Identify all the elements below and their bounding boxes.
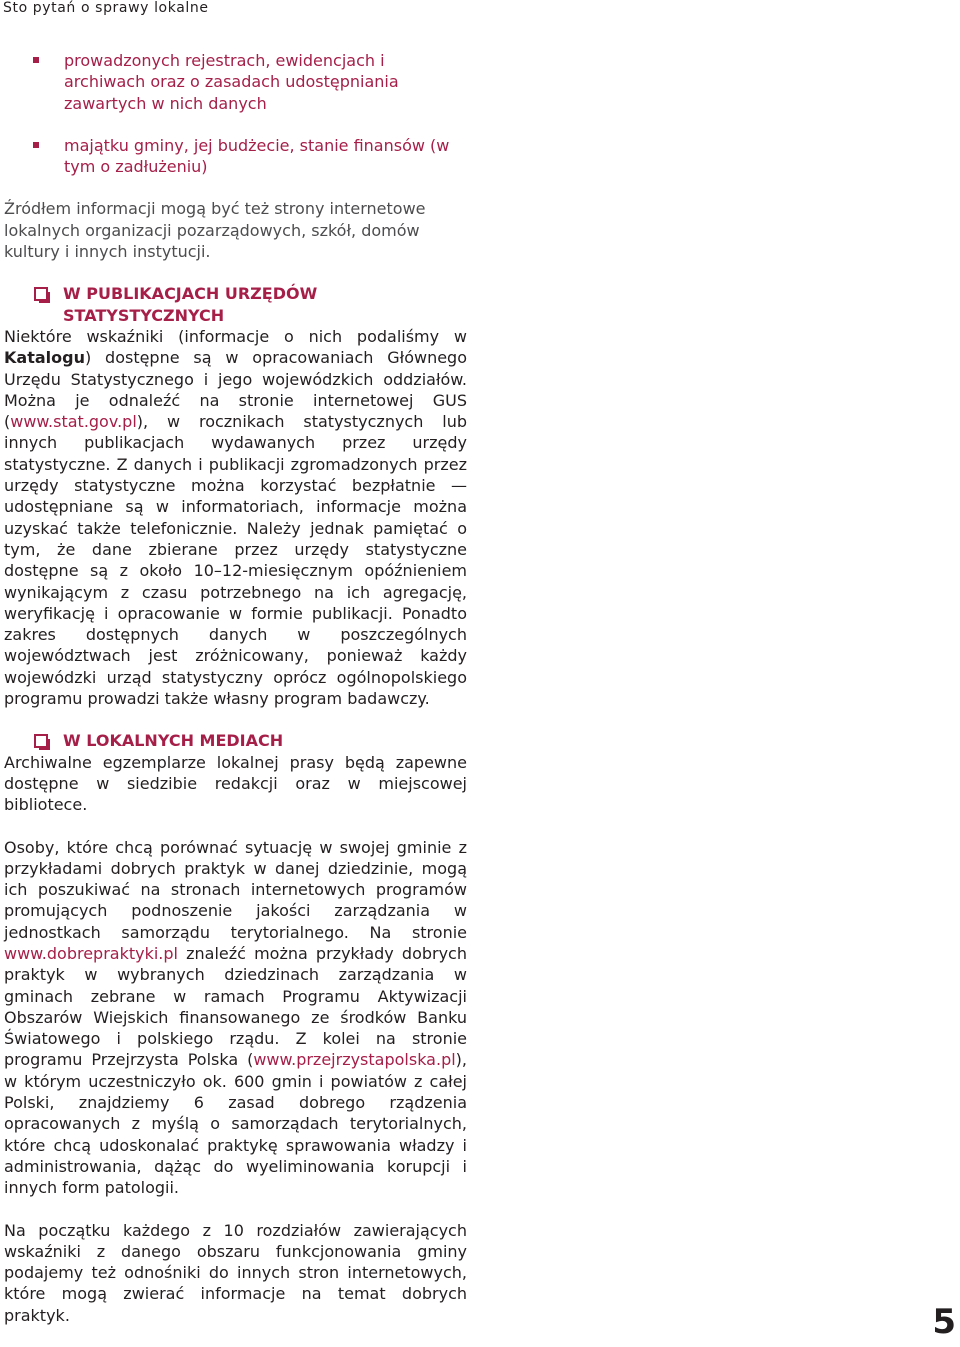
paragraph-text: Osoby, które chcą porównać sytuację w swojej gminie z przykładami dobrych praktyk w danej dziedzinie, mogą ich poszukiwać na stronach internetowych programów promujących podnoszenie jakości zarządzania w jednostkach samorządu terytorialnego. Na stronie [4,837,467,942]
checkbox-bullet-icon [34,734,48,748]
bullet-text: majątku gminy, jej budżecie, stanie finansów (w tym o zadłużeniu) [64,135,450,177]
page-number: 5 [932,1302,956,1342]
bullet-text: prowadzonych rejestrach, ewidencjach i archiwach oraz o zasadach udostępniania zawartych w nich danych [64,51,399,113]
list-item [4,50,467,114]
dobrepraktyki-link[interactable]: www.dobrepraktyki.pl [4,943,178,963]
intro-paragraph: Źródłem informacji mogą być też strony internetowe lokalnych organizacji pozarządowych, szkół, domów kultury i innych instytucji. [4,199,426,262]
section-heading-text: W PUBLIKACJACH URZĘDÓW STATYSTYCZNYCH [63,284,318,325]
section-heading-text: W LOKALNYCH MEDIACH [63,731,284,751]
paragraph-text: ) dostępne są w opracowaniach Głównego Urzędu Statystycznego i jego wojewódzkich oddziałów. Można je odnaleźć na stronie internetowej GUS ( [4,348,467,432]
statistics-paragraph [4,326,467,709]
media-paragraph: Archiwalne egzemplarze lokalnej prasy będą zapewne dostępne w siedzibie redakcji oraz w miejscowej bibliotece. [4,752,467,815]
catalog-term: Katalogu [4,348,85,368]
paragraph-text: ), w którym uczestniczyło ok. 600 gmin i powiatów z całej Polski, znajdziemy 6 zasad dobrego rządzenia opracowanych z myślą o samorządach terytorialnych, które chcą udoskonalać praktykę sprawowania władzy i administrowania, dążąc do wyeliminowania korupcji i innych form patologii. [4,1050,467,1198]
bullet-square-icon [33,57,39,63]
good-practices-paragraph [4,837,467,1199]
paragraph-text: ), w rocznikach statystycznych lub innych publikacjach wydawanych przez urzędy statystyczne. Z danych i publikacji zgromadzonych przez urzędy statystyczne można korzystać bezpłatnie — udostępniane są w informatoriach, informacje można uzyskać także telefonicznie. Należy jednak pamiętać o tym, że dane zbierane przez urzędy statystyczne dostępne są z około 10–12-miesięcznym opóźnieniem wynikającym z czasu potrzebnego na ich agregację, weryfikację i opracowanie w formie publikacji. Ponadto zakres dostępnych danych w poszczególnych województwach jest zróżnicowany, ponieważ każdy wojewódzki urząd statystyczny oprócz ogólnopolskiego programu prowadzi także własny program badawczy. [4,412,467,709]
bullet-list [4,50,467,177]
checkbox-bullet-icon [34,287,48,301]
list-item [4,135,467,178]
przejrzystapolska-link[interactable]: www.przejrzystapolska.pl [253,1050,456,1070]
closing-paragraph: Na początku każdego z 10 rozdziałów zawierających wskaźniki z danego obszaru funkcjonowania gminy podajemy też odnośniki do innych stron internetowych, które mogą zwierać informacje na temat dobrych praktyk. [4,1220,467,1325]
main-column [4,50,467,1347]
paragraph-text: znaleźć można przykłady dobrych praktyk w wybranych dziedzinach zarządzania w gminach zebrane w ramach Programu Aktywizacji Obszarów Wiejskich finansowanego ze środków Banku Światowego i polskiego rządu. Z kolei na stronie programu Przejrzysta Polska ( [4,943,467,1070]
running-header: Sto pytań o sprawy lokalne [3,0,209,16]
bullet-square-icon [33,142,39,148]
section-heading-media [4,730,467,751]
paragraph-text: Niektóre wskaźniki (informacje o nich podaliśmy w [4,326,467,346]
gus-link[interactable]: www.stat.gov.pl [10,412,137,432]
section-heading-statistics [4,283,467,326]
